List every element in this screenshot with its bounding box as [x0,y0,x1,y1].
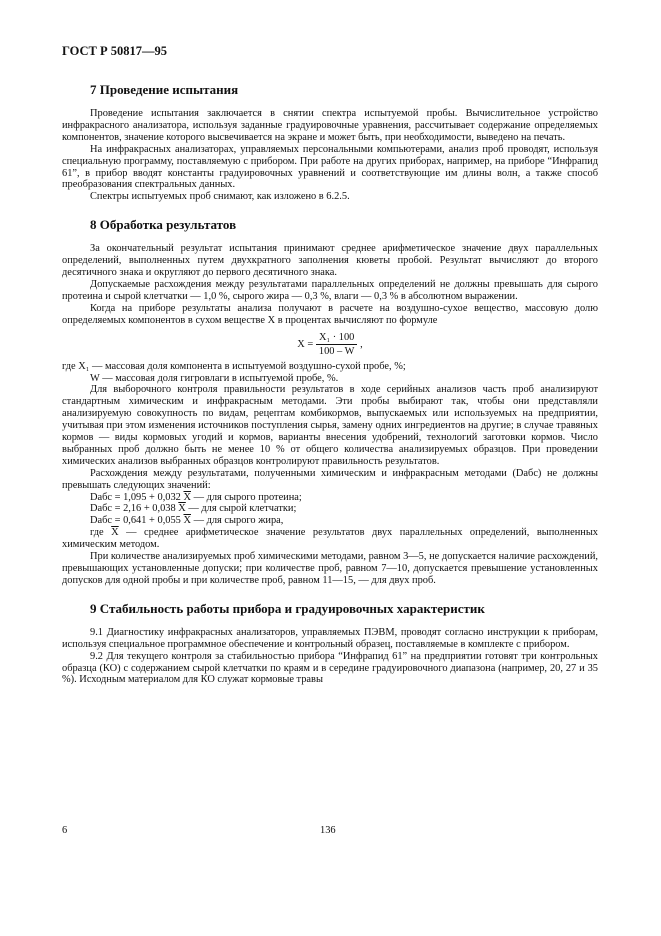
page-number: 6 [62,825,68,836]
formula-numerator: X₁ · 100 [316,332,358,345]
formula-fraction [316,332,358,357]
standard-header: ГОСТ Р 50817—95 [62,44,168,58]
section-8-title: 8 Обработка результатов [90,217,237,233]
tolerance-protein: Dабс = 1,095 + 0,032 $\overline{X}$ — для сырого протеина; [90,491,302,503]
section-7-paragraph-2: На инфракрасных анализаторах, управляемых персональными компьютерами, анализ проб проводят, используя специальную программу, поставляемую с прибором. При работе на других приборах, например, на приборе “Инфрапид 61”, в прибор вводят константы градуировочных уравнений и соответствующие им длины волн, а также способ преобразования спектральных данных. [62,143,598,191]
where-x1: где X₁ — массовая доля компонента в испытуемой воздушно-сухой пробе, %; [62,360,406,372]
section-7-paragraph-3: Спектры испытуемых проб снимают, как изложено в 6.2.5. [90,191,350,203]
section-7-paragraph-1: Проведение испытания заключается в снятии спектра испытуемой пробы. Вычислительное устройство инфракрасного анализатора, используя заданные градуировочные уравнения, рассчитывает содержание определяемых компонентов, значение которого высвечивается на экране и может быть, при необходимости, выведено на печать. [62,108,598,143]
formula-denominator: 100 – W [318,345,355,357]
section-9-title: 9 Стабильность работы прибора и градуировочных характеристик [90,600,485,616]
formula-dry-matter [62,332,598,357]
section-8-paragraph-4: Для выборочного контроля правильности результатов в ходе серийных анализов часть проб анализируют стандартным химическим и инфракрасным методами. Эти пробы выбирают так, чтобы они представляли анализируемую совокупность по видам, рецептам комбикормов, выпускаемых или используемых на предприятии, учитывая при этом изменения источников поступления сырья, замену одних ингредиентов на другие; в случае травяных кормов — виды кормовых угодий и кормов, варианты внесения удобрений, технологий заготовки кормов. Число выбранных проб должно быть не менее 10 % от общего количества анализируемых образцов. При проведении химических анализов выбранных образцов контролируют правильность результатов. [62,384,598,467]
section-8-paragraph-3: Когда на приборе результаты анализа получают в расчете на воздушно-сухое вещество, массовую долю определяемых компонентов в сухом веществе X в процентах вычисляют по формуле [62,302,598,326]
section-9-paragraph-2: 9.2 Для текущего контроля за стабильностью прибора “Инфрапид 61” на предприятии готовят три контрольных образца (КО) с содержанием сырой клетчатки по краям и в середине градуировочного диапазона (например, 20, 27 и 35 %). Исходным материалом для КО служат кормовые травы [62,650,598,686]
tolerance-fat: Dабс = 0,641 + 0,055 $\overline{X}$ — для сырого жира, [90,515,284,527]
section-8-paragraph-7: При количестве анализируемых проб химическими методами, равном 3—5, не допускается наличие расхождений, превышающих установленные допуски; при количестве проб, равном 7—10, допускается превышение установленных допусков для одной пробы и при количестве проб, равном 11—15, — для двух проб. [62,551,598,586]
document-page [62,44,598,686]
formula-tail: , [360,338,363,350]
section-9-paragraph-1: 9.1 Диагностику инфракрасных анализаторов, управляемых ПЭВМ, проводят согласно инструкции к приборам, используя специальное программное обеспечение и контрольный образец, поставляемые в комплекте с прибором. [62,626,598,650]
section-7-title: 7 Проведение испытания [90,82,239,97]
section-8-paragraph-6: где $\overline{X}$ — среднее арифметическое значение результатов двух параллельных определений, выполненных химическим методом. [62,527,598,551]
section-8-paragraph-2: Допускаемые расхождения между результатами параллельных определений не должны превышать для сырого протеина и сырой клетчатки — 1,0 %, сырого жира — 0,3 %, влаги — 0,3 % в абсолютном выражении. [62,278,598,302]
section-8-paragraph-5: Расхождения между результатами, полученными химическим и инфракрасным методами (Dабс) не должны превышать следующих значений: [62,467,598,491]
sheet-number: 136 [320,825,336,836]
where-w: W — массовая доля гигровлаги в испытуемой пробе, %. [90,372,339,384]
section-8-paragraph-1: За окончательный результат испытания принимают среднее арифметическое значение двух параллельных определений, выполненных путем двухкратного заполнения кюветы пробой. Результат вычисляют до второго десятичного знака и округляют до первого десятичного знака. [62,243,598,279]
tolerance-fiber: Dабс = 2,16 + 0,038 $\overline{X}$ — для сырой клетчатки; [90,503,297,515]
formula-lhs: X = [297,338,314,350]
